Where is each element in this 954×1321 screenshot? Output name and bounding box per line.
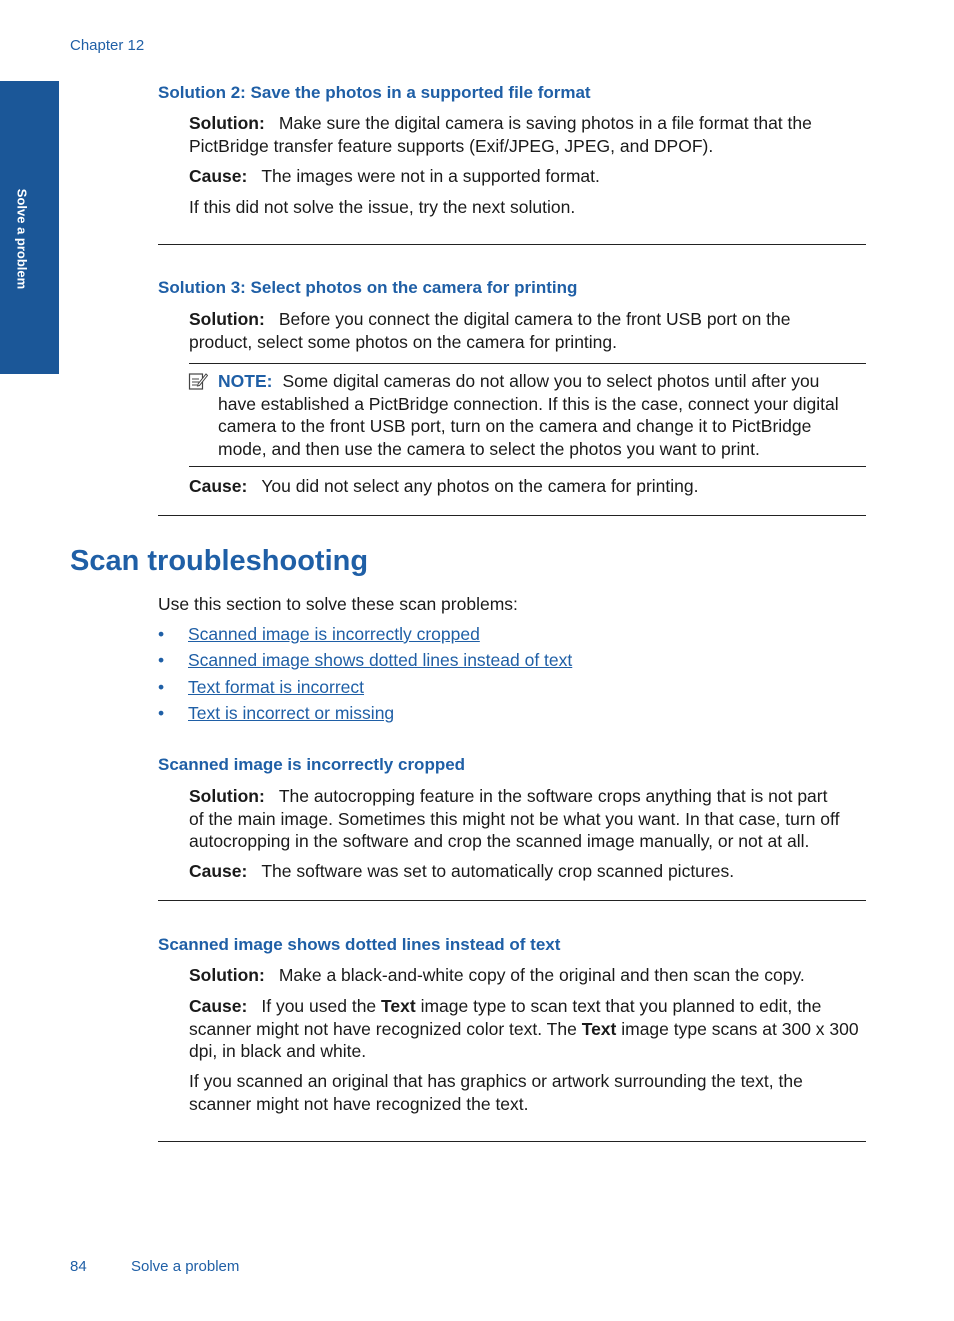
link-text-missing[interactable]: Text is incorrect or missing xyxy=(188,703,395,723)
section-intro: Use this section to solve these scan problems: xyxy=(158,594,518,614)
solution-2-next: If this did not solve the issue, try the next solution. xyxy=(189,197,576,217)
dotted-heading: Scanned image shows dotted lines instead of text xyxy=(158,935,561,954)
cropped-cause: Cause: The software was set to automatically crop scanned pictures. xyxy=(189,861,735,881)
dotted-extra: If you scanned an original that has graphics or artwork surrounding the text, the scanner might not have recognized the text. xyxy=(189,1071,803,1114)
divider xyxy=(158,900,866,901)
divider xyxy=(158,1141,866,1142)
footer-section: Solve a problem xyxy=(131,1258,240,1275)
cause-label: Cause: xyxy=(189,861,248,881)
cause-label: Cause: xyxy=(189,476,248,496)
cropped-heading: Scanned image is incorrectly cropped xyxy=(158,755,466,774)
chapter-label: Chapter 12 xyxy=(70,37,145,54)
solution-3-heading: Solution 3: Select photos on the camera for printing xyxy=(158,278,578,297)
solution-label: Solution: xyxy=(189,965,265,985)
solution-2-text: Solution: Make sure the digital camera is saving photos in a file format that the PictBridge transfer feature supports (Exif/JPEG, JPEG, and DPOF). xyxy=(189,113,812,156)
section-title: Scan troubleshooting xyxy=(70,545,369,577)
solution-3-text: Solution: Before you connect the digital camera to the front USB port on the product, select some photos on the camera for printing. xyxy=(189,309,791,352)
dotted-solution: Solution: Make a black-and-white copy of the original and then scan the copy. xyxy=(189,965,805,985)
note-icon xyxy=(188,371,208,391)
solution-label: Solution: xyxy=(189,113,265,133)
solution-label: Solution: xyxy=(189,786,265,806)
link-dotted-lines[interactable]: Scanned image shows dotted lines instead of text xyxy=(188,650,573,670)
list-item: • Scanned image is incorrectly cropped xyxy=(158,624,480,644)
solution-label: Solution: xyxy=(189,309,265,329)
page-number: 84 xyxy=(70,1258,87,1275)
link-text-format[interactable]: Text format is incorrect xyxy=(188,677,365,697)
list-item: • Text format is incorrect xyxy=(158,677,365,697)
divider xyxy=(158,244,866,245)
solution-2-heading: Solution 2: Save the photos in a supported file format xyxy=(158,83,591,102)
link-incorrectly-cropped[interactable]: Scanned image is incorrectly cropped xyxy=(188,624,480,644)
divider xyxy=(158,515,866,516)
note-label: NOTE: xyxy=(218,371,273,391)
note-bottom-rule xyxy=(189,466,866,467)
note-top-rule xyxy=(189,363,866,364)
solution-2-cause: Cause: The images were not in a supported format. xyxy=(189,166,600,186)
side-tab xyxy=(0,81,59,374)
list-item: • Text is incorrect or missing xyxy=(158,703,395,723)
side-tab-label: Solve a problem xyxy=(14,188,30,290)
cause-label: Cause: xyxy=(189,166,248,186)
dotted-cause: Cause: If you used the Text image type to scan text that you planned to edit, the scanner might not have recognized color text. The Text image type scans at 300 x 300 dpi, in black and white. xyxy=(189,996,859,1061)
cause-label: Cause: xyxy=(189,996,248,1016)
cropped-solution: Solution: The autocropping feature in the software crops anything that is not part of the main image. Sometimes this might not be what you want. In that case, turn off autocropping in the software and crop the scanned image manually, or not at all. xyxy=(189,786,840,851)
note-text: NOTE: Some digital cameras do not allow you to select photos until after you have established a PictBridge connection. If this is the case, connect your digital camera to the front USB port, turn on the camera and change it to PictBridge mode, and then use the camera to select the photos you want to print. xyxy=(218,371,839,459)
solution-3-cause: Cause: You did not select any photos on the camera for printing. xyxy=(189,476,699,496)
list-item: • Scanned image shows dotted lines instead of text xyxy=(158,650,573,670)
